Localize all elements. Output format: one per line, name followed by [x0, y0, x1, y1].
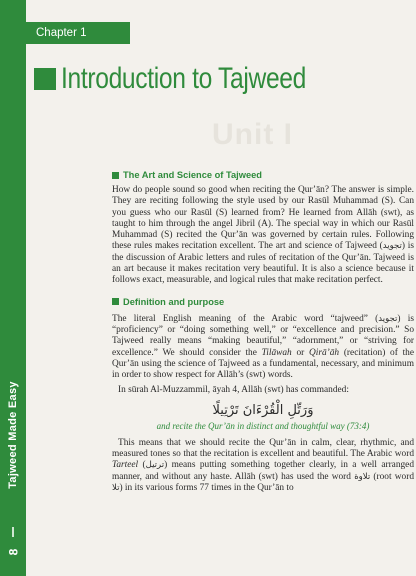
heading-square-icon	[112, 172, 119, 179]
section-heading-definition: Definition and purpose	[112, 297, 414, 307]
book-title-vertical: Tajweed Made Easy	[7, 381, 20, 489]
page-separator	[12, 527, 14, 537]
paragraph-tarteel: This means that we should recite the Qur’ān in calm, clear, rhythmic, and measured tones so that the recitation is excellent and beautiful. The Arabic word Tarteel (ترتيل) means putting something together clearly, in a well arranged manner, and without any haste. Allāh (swt) has used the word تلاوة (root word تلا) in its various forms 77 times in the Qur’ān to	[112, 437, 415, 493]
paragraph-surah-ref: In sūrah Al-Muzzammil, āyah 4, Allāh (swt) has commanded:	[118, 385, 349, 396]
page-title-row	[34, 62, 360, 96]
heading-square-icon	[112, 298, 119, 305]
page-title: Introduction to Tajweed	[61, 62, 307, 95]
ayah-arabic: وَرَتِّلِ الْقُرْءَانَ تَرْتِيلًا	[212, 402, 314, 418]
title-square-icon	[34, 68, 56, 90]
watermark: Unit I	[212, 118, 293, 151]
ayah-translation: and recite the Qur’ān in distinct and thoughtful way (73:4)	[156, 420, 370, 431]
paragraph-definition: The literal English meaning of the Arabic word “tajweed” (تجويد) is “proficiency” or “doing something well,” or “excellence and precision.” So Tajweed really means “making beautiful,” “adornment,” or “striving for excellence.” We should consider the Tilāwah or Qirā’āh (recitation) of the Qur’ān using the science of Tajweed as a fundamental, necessary, and minimum in order to show respect for Allāh’s (swt) words.	[112, 313, 414, 381]
page-number: 8	[6, 548, 20, 556]
chapter-badge: Chapter 1	[26, 22, 130, 44]
main-content	[112, 170, 414, 494]
paragraph-intro: How do people sound so good when reciting the Qur’ān? The answer is simple. They are reciting following the style used by our Rasūl Muhammad (S). Can you guess who our Rasūl (S) learned from? He learned from Allāh (swt), as taught to him through the angel Jibril (A). The special way in which our Rasūl Muhammad (S) recited the Qur’ān was governed by certain rules. Following these rules makes recitation excellent. The art and science of Tajweed (تجويد) is the discussion of Arabic letters and rules of recitation of the Qur’ān. Tajweed is an art because it makes recitation very beautiful. It is also a science because it follows exact, measurable, and logical rules that make recitation perfect.	[112, 185, 414, 286]
section-heading-art-science: The Art and Science of Tajweed	[112, 170, 414, 180]
